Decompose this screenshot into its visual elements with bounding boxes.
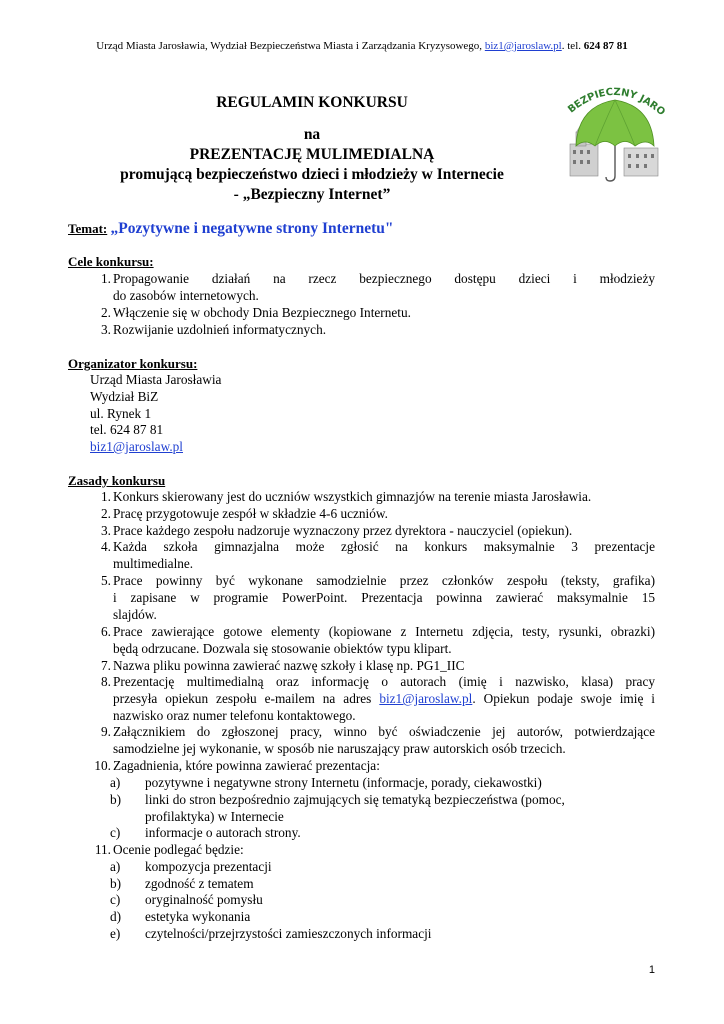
logo-text: BEZPIECZNY JARO	[566, 86, 667, 119]
sub-text: profilaktyka) w Internecie	[145, 809, 284, 824]
sub-text: linki do stron bezpośrednio zajmujących się tematyką bezpieczeństwa (pomoc,	[145, 792, 565, 807]
rule-email-link[interactable]: biz1@jaroslaw.pl	[379, 691, 473, 706]
list-number: 10.	[94, 758, 111, 773]
rule-11-sub-b	[110, 876, 655, 893]
topic-label: Temat:	[68, 221, 108, 236]
rule-text: Konkurs skierowany jest do uczniów wszystkich gimnazjów na terenie miasta Jarosławia.	[113, 489, 592, 504]
rule-text: Nazwa pliku powinna zawierać nazwę szkoły i klasę np. PG1_IIC	[113, 658, 465, 673]
rule-item-1	[68, 489, 655, 506]
rule-text: Prace powinny być wykonane samodzielnie przez członków zespołu (teksty, grafika)	[113, 573, 655, 588]
goals-item-1	[68, 271, 655, 305]
rule-item-9	[68, 724, 655, 758]
list-number: 2.	[101, 506, 111, 521]
rule-11-sub-d	[110, 909, 655, 926]
sub-letter: e)	[110, 926, 121, 941]
organizer-line-4: tel. 624 87 81	[90, 422, 164, 437]
sub-text: zgodność z tematem	[145, 876, 254, 891]
list-number: 11.	[94, 842, 111, 857]
rule-item-8	[68, 674, 655, 725]
sub-text: kompozycja prezentacji	[145, 859, 272, 874]
rule-item-11	[68, 842, 655, 859]
list-number: 2.	[101, 305, 111, 320]
goals-item-text-3: Rozwijanie uzdolnień informatycznych.	[113, 322, 327, 337]
rule-11-sub-a	[110, 859, 655, 876]
rule-item-10	[68, 758, 655, 775]
sub-letter: c)	[110, 825, 121, 840]
title-line-2: na	[303, 126, 321, 143]
document-title	[92, 93, 532, 205]
rule-text: nazwisko oraz numer telefonu kontaktowego.	[113, 708, 356, 723]
title-line-1: REGULAMIN KONKURSU	[216, 94, 408, 111]
organizer-heading: Organizator konkursu:	[68, 356, 198, 371]
list-number: 6.	[101, 624, 111, 639]
topic-line	[68, 220, 394, 238]
rule-text: Ocenie podlegać będzie:	[113, 842, 244, 857]
rule-text: Prace każdego zespołu nadzoruje wyznaczony przez dyrektora - nauczyciel (opiekun).	[113, 523, 573, 538]
list-number: 8.	[101, 674, 111, 689]
goals-item-2	[68, 305, 655, 322]
rules-heading: Zasady konkursu	[68, 473, 166, 488]
list-number: 3.	[101, 322, 111, 337]
document-header	[0, 40, 724, 52]
rule-10-sub-a	[110, 775, 655, 792]
list-number: 1.	[101, 489, 111, 504]
sub-letter: a)	[110, 775, 121, 790]
list-number: 7.	[101, 658, 111, 673]
rule-item-6	[68, 624, 655, 658]
goals-heading: Cele konkursu:	[68, 254, 154, 269]
rule-text: Zagadnienia, które powinna zawierać prezentacja:	[113, 758, 380, 773]
sub-text: pozytywne i negatywne strony Internetu (informacje, porady, ciekawostki)	[145, 775, 542, 790]
list-number: 4.	[101, 539, 111, 554]
rule-text: będą odrzucane. Dozwala się stosowanie obiektów typu klipart.	[113, 641, 452, 656]
rule-10-sub-c	[110, 825, 655, 842]
goals-item-text-1b: do zasobów internetowych.	[113, 288, 259, 303]
list-number: 1.	[101, 271, 111, 286]
goals-item-3	[68, 322, 655, 339]
sub-text: informacje o autorach strony.	[145, 825, 301, 840]
organizer-email-link[interactable]: biz1@jaroslaw.pl	[90, 439, 183, 454]
goals-item-text-2: Włączenie się w obchody Dnia Bezpiecznego Internetu.	[113, 305, 411, 320]
rule-text: Prace zawierające gotowe elementy (kopiowane z Internetu zdjęcia, testy, rysunki, obrazki)	[113, 624, 655, 639]
rule-item-5	[68, 573, 655, 624]
goals-item-text-1a: Propagowanie działań na rzecz bezpiecznego dostępu dzieci i młodzieży	[113, 271, 655, 286]
title-line-4: promującą bezpieczeństwo dzieci i młodzieży w Internecie	[120, 166, 504, 183]
header-text: Urząd Miasta Jarosławia, Wydział Bezpieczeństwa Miasta i Zarządzania Kryzysowego,	[96, 40, 483, 52]
rule-text: Załącznikiem do zgłoszonej pracy, winno być oświadczenie jej autorów, potwierdzające	[113, 724, 655, 739]
topic-value: „Pozytywne i negatywne strony Internetu"	[110, 220, 394, 237]
list-number: 3.	[101, 523, 111, 538]
sub-letter: b)	[110, 876, 122, 891]
rule-text-with-email	[113, 691, 655, 708]
sub-text: czytelności/przejrzystości zamieszczonych informacji	[145, 926, 432, 941]
sub-text: estetyka wykonania	[145, 909, 251, 924]
organizer-line-1: Urząd Miasta Jarosławia	[90, 372, 222, 387]
rule-item-7	[68, 658, 655, 675]
list-number: 5.	[101, 573, 111, 588]
header-email-link[interactable]: biz1@jaroslaw.pl	[484, 40, 562, 52]
rule-text: . Opiekun podaje swoje imię i	[472, 691, 656, 706]
title-line-5: - „Bezpieczny Internet”	[233, 186, 391, 203]
header-tel-label: . tel.	[561, 40, 581, 52]
header-tel: 624 87 81	[583, 40, 628, 52]
rule-item-3	[68, 523, 655, 540]
rule-text: slajdów.	[113, 607, 157, 622]
list-number: 9.	[101, 724, 111, 739]
title-line-3: PREZENTACJĘ MULIMEDIALNĄ	[189, 146, 435, 163]
sub-letter: d)	[110, 909, 122, 924]
rule-10-sub-b	[110, 792, 655, 826]
bezpieczny-jaroslaw-logo	[562, 76, 667, 186]
sub-letter: a)	[110, 859, 121, 874]
sub-text: oryginalność pomysłu	[145, 892, 263, 907]
rule-item-4	[68, 539, 655, 573]
rule-text: Każda szkoła gimnazjalna może zgłosić na konkurs maksymalnie 3 prezentacje	[113, 539, 655, 554]
organizer-line-2: Wydział BiZ	[90, 389, 159, 404]
page-number: 1	[648, 964, 655, 976]
rule-text: samodzielne jej wykonanie, w sposób nie naruszający praw autorskich osób trzecich.	[113, 741, 566, 756]
rule-11-sub-e	[110, 926, 655, 943]
sub-letter: b)	[110, 792, 122, 807]
rule-11-sub-c	[110, 892, 655, 909]
rule-text: Prezentację multimedialną oraz informację o autorach (imię i nazwisko, klasa) pracy	[113, 674, 655, 689]
rule-text: i zapisane w programie PowerPoint. Prezentacja powinna zawierać maksymalnie 15	[113, 590, 655, 605]
sub-letter: c)	[110, 892, 121, 907]
rule-item-2	[68, 506, 655, 523]
rule-text: multimedialne.	[113, 556, 194, 571]
rule-text: przesyła opiekun zespołu e-mailem na adres	[113, 691, 380, 706]
organizer-line-3: ul. Rynek 1	[90, 406, 152, 421]
rule-text: Pracę przygotowuje zespół w składzie 4-6 uczniów.	[113, 506, 388, 521]
